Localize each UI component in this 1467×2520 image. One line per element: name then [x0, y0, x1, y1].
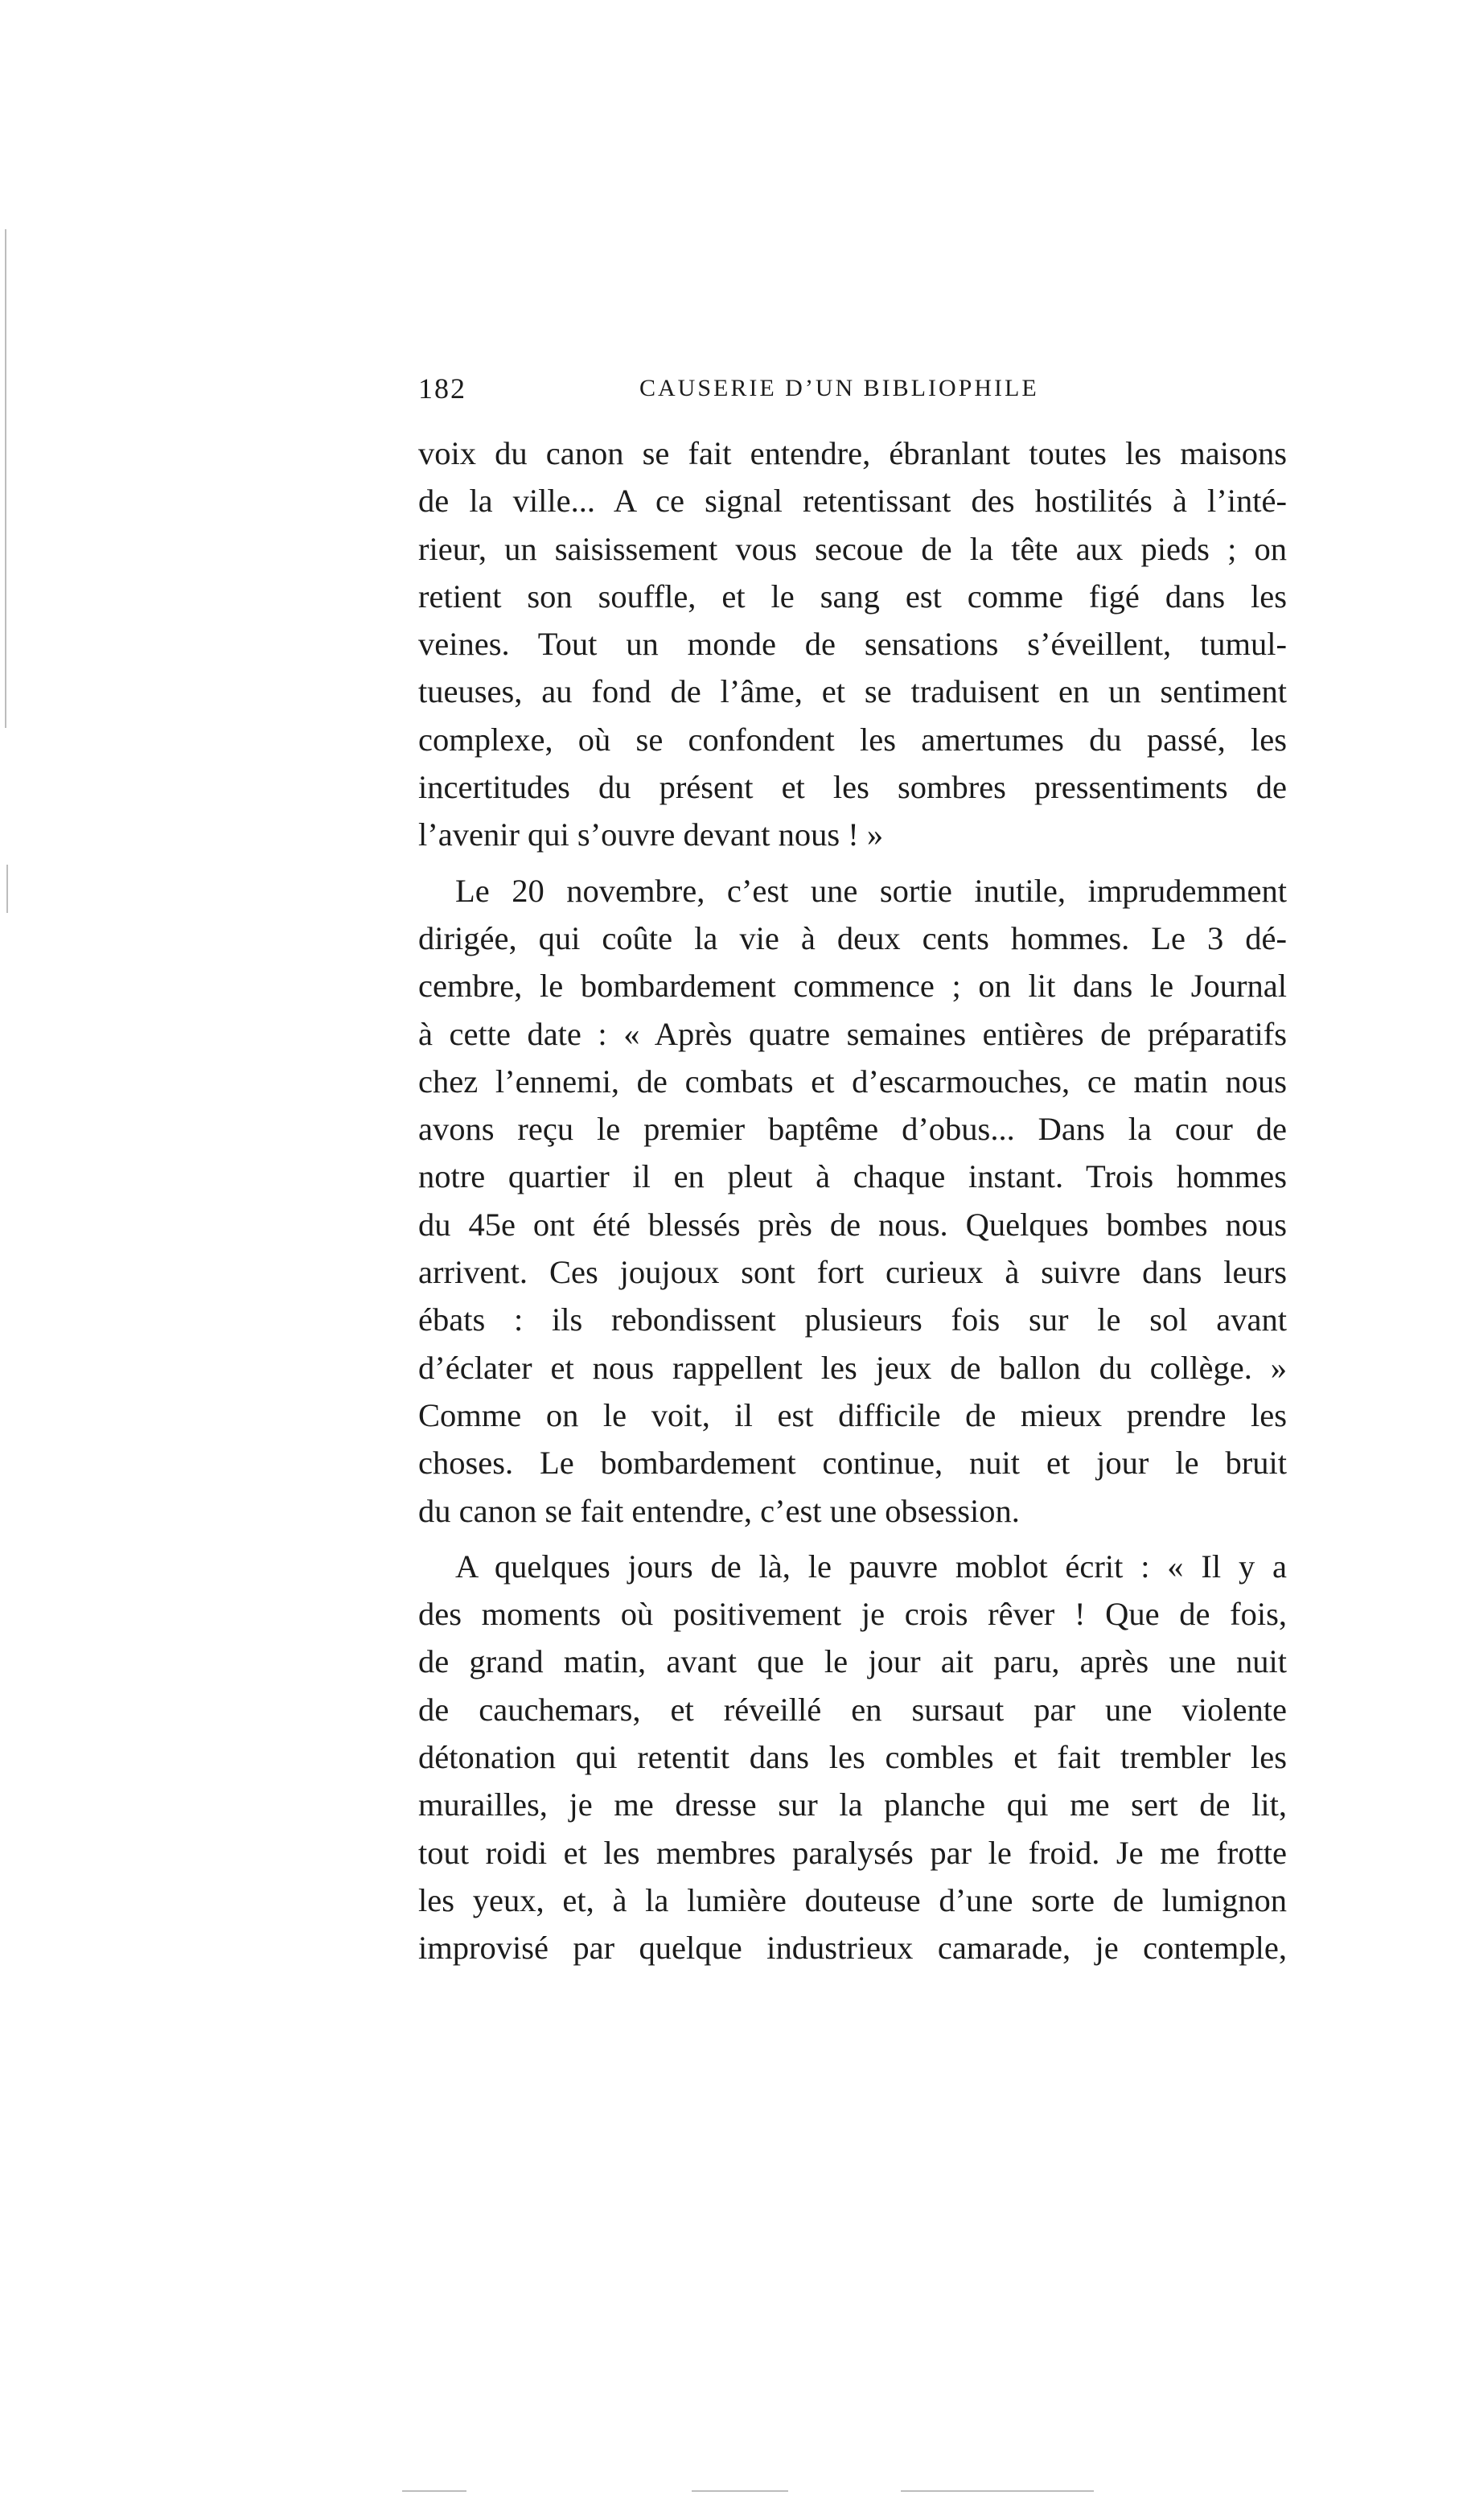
scan-edge-line-bottom-c [901, 2490, 1094, 2492]
text-line: retient son souffle, et le sang est comme figé dans les [418, 578, 1287, 615]
text-line: les yeux, et, à la lumière douteuse d’une sorte de lumignon [418, 1881, 1287, 1918]
text-line: tout roidi et les membres paralysés par le froid. Je me frotte [418, 1834, 1287, 1871]
text-line: improvisé par quelque industrieux camarade, je contemple, [418, 1930, 1287, 1967]
text-line: à cette date : « Après quatre semaines entières de préparatifs [418, 1015, 1287, 1052]
text-line: incertitudes du présent et les sombres pressentiments de [418, 769, 1287, 806]
text-line: voix du canon se fait entendre, ébranlant toutes les maisons [418, 435, 1287, 471]
paragraph-2 [418, 867, 1287, 1535]
text-line: notre quartier il en pleut à chaque instant. Trois hommes [418, 1158, 1287, 1195]
text-line: chez l’ennemi, de combats et d’escarmouches, ce matin nous [418, 1063, 1287, 1100]
running-head [418, 372, 1287, 420]
text-line: dirigée, qui coûte la vie à deux cents hommes. Le 3 dé- [418, 919, 1287, 956]
text-line: veines. Tout un monde de sensations s’éveillent, tumul- [418, 626, 1287, 663]
text-line: du 45e ont été blessés près de nous. Quelques bombes nous [418, 1206, 1287, 1243]
text-line: d’éclater et nous rappellent les jeux de ballon du collège. » [418, 1349, 1287, 1386]
scan-edge-line-bottom-b [692, 2490, 788, 2492]
text-line: tueuses, au fond de l’âme, et se traduisent en un sentiment [418, 673, 1287, 710]
text-line: choses. Le bombardement continue, nuit et jour le bruit [418, 1445, 1287, 1482]
text-line: du canon se fait entendre, c’est une obsession. [418, 1492, 1020, 1529]
text-line: A quelques jours de là, le pauvre moblot écrit : « Il y a [455, 1548, 1287, 1585]
page-number: 182 [418, 372, 466, 405]
book-page [418, 372, 1287, 1972]
text-line: détonation qui retentit dans les combles et fait trembler les [418, 1739, 1287, 1776]
scan-edge-line-bottom-a [402, 2490, 466, 2492]
body-text [418, 430, 1287, 1972]
paragraph-1 [418, 430, 1287, 859]
text-line: de grand matin, avant que le jour ait paru, après une nuit [418, 1643, 1287, 1680]
text-line: de cauchemars, et réveillé en sursaut par une violente [418, 1691, 1287, 1728]
text-line: cembre, le bombardement commence ; on lit dans le Journal [418, 968, 1287, 1005]
paragraph-3 [418, 1543, 1287, 1972]
scan-edge-mark-left [6, 865, 8, 913]
text-line: Le 20 novembre, c’est une sortie inutile, imprudemment [455, 872, 1287, 909]
scan-edge-line-left [5, 229, 6, 728]
text-line: avons reçu le premier baptême d’obus... Dans la cour de [418, 1111, 1287, 1148]
running-title: CAUSERIE D’UN BIBLIOPHILE [639, 375, 1039, 401]
text-line: rieur, un saisissement vous secoue de la tête aux pieds ; on [418, 530, 1287, 567]
text-line: ébats : ils rebondissent plusieurs fois sur le sol avant [418, 1301, 1287, 1338]
text-line: complexe, où se confondent les amertumes du passé, les [418, 721, 1287, 758]
text-line: Comme on le voit, il est difficile de mieux prendre les [418, 1396, 1287, 1433]
text-line: l’avenir qui s’ouvre devant nous ! » [418, 816, 884, 853]
text-line: arrivent. Ces joujoux sont fort curieux à suivre dans leurs [418, 1254, 1287, 1291]
text-line: de la ville... A ce signal retentissant des hostilités à l’inté- [418, 483, 1287, 520]
text-line: des moments où positivement je crois rêver ! Que de fois, [418, 1596, 1287, 1633]
text-line: murailles, je me dresse sur la planche qui me sert de lit, [418, 1786, 1287, 1823]
